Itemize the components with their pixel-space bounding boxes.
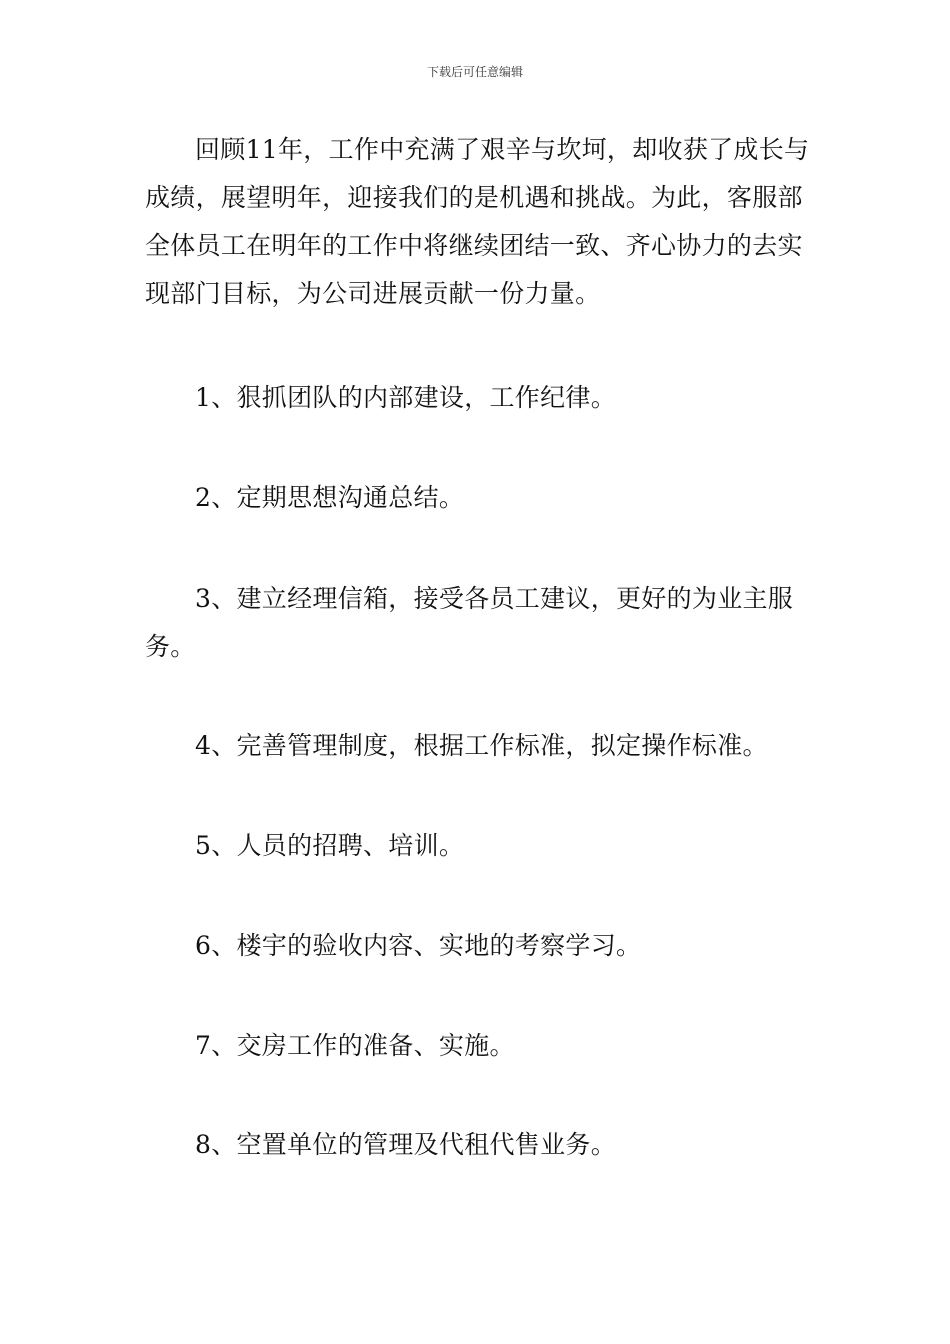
list-item-3: 3、建立经理信箱，接受各员工建议，更好的为业主服务。 xyxy=(145,584,794,661)
list-item-1: 1、狠抓团队的内部建设，工作纪律。 xyxy=(195,383,617,412)
list-item-5: 5、人员的招聘、培训。 xyxy=(195,831,465,860)
list-item-6: 6、楼宇的验收内容、实地的考察学习。 xyxy=(195,931,642,960)
list-item-8: 8、空置单位的管理及代租代售业务。 xyxy=(195,1130,617,1159)
page-header: 下载后可任意编辑 xyxy=(426,65,523,79)
list-item-7: 7、交房工作的准备、实施。 xyxy=(195,1031,515,1060)
intro-paragraph: 回顾11年，工作中充满了艰辛与坎坷，却收获了成长与成绩，展望明年，迎接我们的是机遇和挑战。为此，客服部全体员工在明年的工作中将继续团结一致、齐心协力的去实现部门目标，为公司进展贡献一份力量。 xyxy=(145,135,810,308)
list-item-4: 4、完善管理制度，根据工作标准，拟定操作标准。 xyxy=(195,731,768,760)
list-item-2: 2、定期思想沟通总结。 xyxy=(195,483,465,512)
